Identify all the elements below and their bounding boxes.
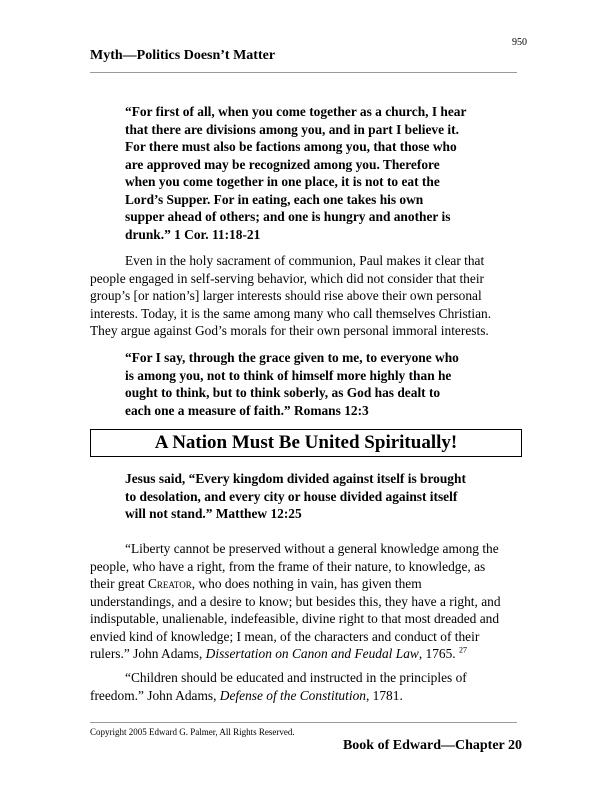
- quote-line: will not stand.” Matthew 12:25: [125, 506, 302, 521]
- paragraph-line: “Children should be educated and instructed in the principles of: [125, 670, 467, 685]
- quote-line: drunk.” 1 Cor. 11:18-21: [125, 226, 261, 242]
- paragraph-line: group’s [or nation’s] larger interests should rise above their own personal: [90, 288, 482, 303]
- section-heading: A Nation Must Be United Spiritually!: [154, 432, 458, 453]
- header-rule: [90, 72, 517, 73]
- quote-line: For there must also be factions among you, that those who: [125, 139, 457, 154]
- copyright-notice: Copyright 2005 Edward G. Palmer, All Rights Reserved.: [90, 727, 295, 737]
- text-run: rulers.” John Adams,: [90, 646, 206, 661]
- body-paragraph-communion: [90, 252, 520, 340]
- text-run: , who does nothing in vain, has given them: [191, 576, 422, 591]
- page-number: 950: [512, 37, 527, 48]
- section-heading-box: [90, 429, 522, 457]
- paragraph-line: understandings, and a desire to know; but besides this, they have a right, and: [90, 593, 501, 609]
- scripture-quote-matthew: [125, 470, 505, 523]
- text-run: , 1765.: [418, 646, 459, 661]
- text-run: , 1781.: [365, 687, 403, 703]
- paragraph-line: They argue against God’s morals for their own personal immoral interests.: [90, 323, 489, 338]
- work-title-italic: Defense of the Constitution: [219, 687, 366, 703]
- quote-line: “For first of all, when you come together as a church, I hear: [125, 104, 467, 119]
- quote-line: “For I say, through the grace given to me, to everyone who: [125, 350, 459, 365]
- quote-line: Jesus said, “Every kingdom divided against itself is brought: [125, 471, 466, 486]
- quote-line: when you come together in one place, it is not to eat the: [125, 174, 440, 189]
- paragraph-line: [90, 645, 520, 663]
- quote-line: each one a measure of faith.” Romans 12:3: [125, 402, 369, 418]
- paragraph-line: people, who have a right, from the frame of their nature, to knowledge, as: [90, 558, 486, 574]
- scripture-quote-romans: [125, 349, 505, 419]
- quote-line: ought to think, but to think soberly, as God has dealt to: [125, 385, 441, 400]
- quote-line: supper ahead of others; and one is hungry and another is: [125, 209, 451, 224]
- text-run: freedom.” John Adams,: [90, 687, 220, 703]
- quote-line: are approved may be recognized among you. Therefore: [125, 156, 440, 172]
- body-paragraph-adams-children: [90, 669, 520, 704]
- quote-line: that there are divisions among you, and in part I believe it.: [125, 121, 459, 137]
- paragraph-line: [90, 575, 520, 593]
- creator-smallcaps: Creator: [148, 576, 192, 591]
- paragraph-line: envied kind of knowledge; I mean, of the characters and conduct of their: [90, 628, 480, 644]
- paragraph-line: “Liberty cannot be preserved without a general knowledge among the: [125, 541, 499, 556]
- body-paragraph-adams-liberty: [90, 540, 520, 663]
- footer-rule: [90, 722, 517, 723]
- quote-line: to desolation, and every city or house divided against itself: [125, 488, 458, 504]
- paragraph-line: indisputable, unalienable, indefeasible, divine right to that most dreaded and: [90, 611, 500, 626]
- footnote-marker[interactable]: 27: [459, 645, 467, 655]
- paragraph-line: [90, 687, 520, 705]
- quote-line: Lord’s Supper. For in eating, each one takes his own: [125, 191, 424, 207]
- running-header-title: Myth—Politics Doesn’t Matter: [90, 48, 276, 63]
- work-title-italic: Dissertation on Canon and Feudal Law: [205, 646, 419, 661]
- paragraph-line: people engaged in self-serving behavior, which did not consider that their: [90, 270, 484, 286]
- running-footer-title: Book of Edward—Chapter 20: [342, 738, 522, 753]
- paragraph-line: Even in the holy sacrament of communion, Paul makes it clear that: [125, 253, 485, 268]
- text-run: their great: [90, 576, 148, 591]
- scripture-quote-corinthians: [125, 103, 505, 243]
- paragraph-line: interests. Today, it is the same among many who call themselves Christian.: [90, 305, 492, 321]
- quote-line: is among you, not to think of himself more highly than he: [125, 367, 452, 383]
